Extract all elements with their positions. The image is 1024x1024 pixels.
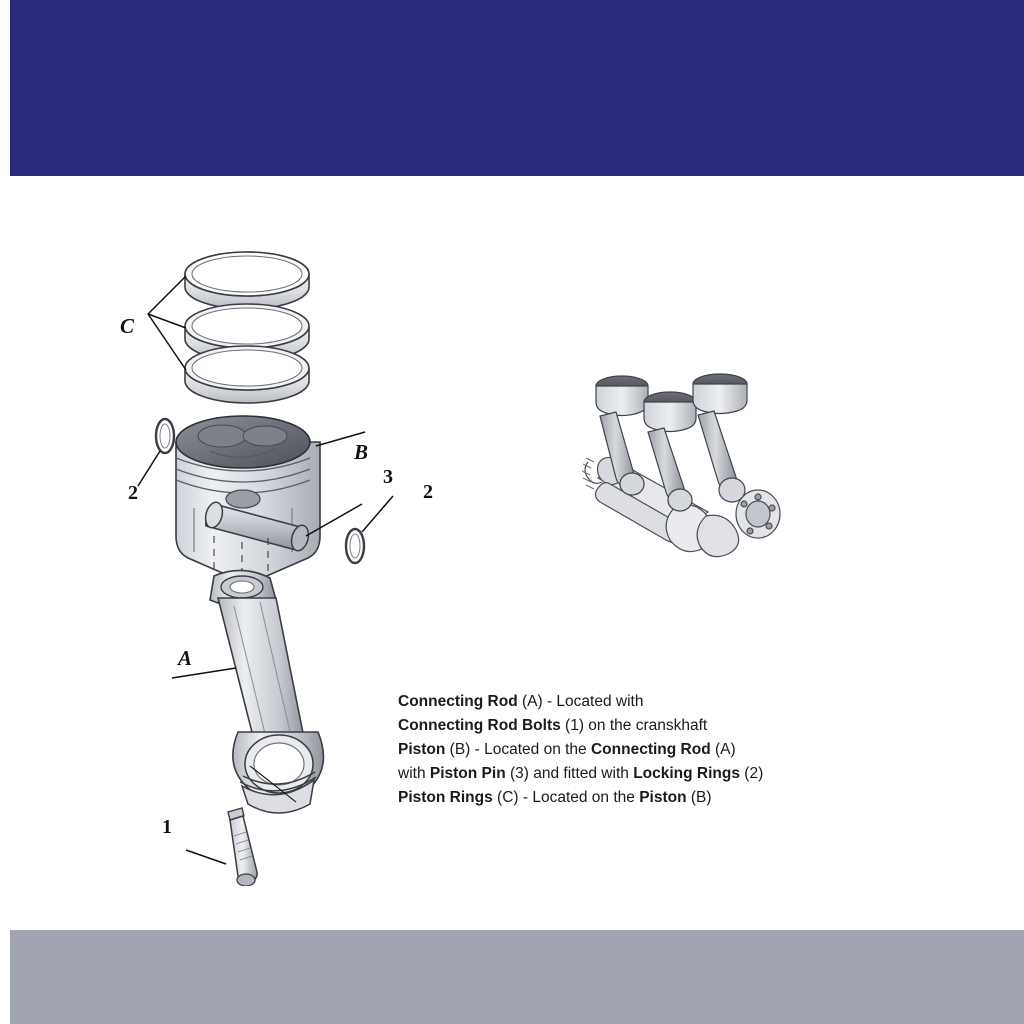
assembly-svg bbox=[580, 366, 810, 576]
caption-text-5b: (B) bbox=[686, 789, 712, 806]
caption-term-connecting-rod: Connecting Rod bbox=[398, 693, 518, 710]
caption-text-4a: with bbox=[398, 765, 430, 782]
caption-block bbox=[398, 690, 868, 810]
caption-term-locking-rings: Locking Rings bbox=[633, 765, 740, 782]
callout-line-2-left bbox=[138, 451, 160, 486]
diagram-canvas bbox=[0, 176, 1024, 930]
caption-term-connecting-rod-2: Connecting Rod bbox=[590, 741, 711, 758]
caption-term-piston-pin: Piston Pin bbox=[429, 765, 506, 782]
callout-lines-c bbox=[148, 276, 186, 370]
piston-rings-group bbox=[185, 252, 309, 403]
caption-text-3b: (A) bbox=[710, 741, 736, 758]
caption-line-3 bbox=[398, 738, 868, 762]
caption-line-4 bbox=[398, 762, 868, 786]
piston-ring-3 bbox=[185, 346, 309, 403]
locking-ring-left bbox=[156, 419, 174, 453]
caption-text-1: (A) - Located with bbox=[517, 693, 644, 710]
piston-group bbox=[176, 416, 320, 581]
caption-text-5a: (C) - Located on the bbox=[492, 789, 640, 806]
callout-label-3: 3 bbox=[383, 466, 393, 488]
caption-term-connecting-rod-bolts: Connecting Rod Bolts bbox=[398, 717, 561, 734]
piston-assembly-front bbox=[693, 374, 747, 502]
footer-band bbox=[10, 930, 1024, 1024]
connecting-rod-bolt bbox=[228, 808, 257, 886]
callout-line-1 bbox=[186, 850, 226, 864]
locking-ring-right bbox=[346, 529, 364, 563]
callout-label-c: C bbox=[120, 314, 135, 338]
callout-label-a: A bbox=[178, 646, 193, 670]
caption-text-3a: (B) - Located on the bbox=[445, 741, 591, 758]
callout-label-2-right: 2 bbox=[423, 481, 433, 503]
header-band bbox=[10, 0, 1024, 176]
assembled-engine-drawing bbox=[580, 366, 810, 576]
caption-term-piston: Piston bbox=[398, 741, 446, 758]
caption-text-2: (1) on the cranskhaft bbox=[560, 717, 708, 734]
connecting-rod bbox=[210, 570, 323, 813]
left-edge-strip bbox=[0, 0, 10, 1024]
callout-label-1: 1 bbox=[162, 816, 172, 838]
callout-line-2-right bbox=[362, 496, 393, 532]
caption-line-5 bbox=[398, 786, 868, 810]
caption-term-piston-rings: Piston Rings bbox=[398, 789, 493, 806]
caption-line-2 bbox=[398, 714, 868, 738]
callout-label-b: B bbox=[354, 440, 369, 464]
caption-text-4b: (3) and fitted with bbox=[505, 765, 634, 782]
piston-ring-1 bbox=[185, 252, 309, 309]
caption-term-piston-2: Piston bbox=[639, 789, 687, 806]
caption-line-1 bbox=[398, 690, 868, 714]
callout-label-2-left: 2 bbox=[128, 482, 138, 504]
caption-text-4c: (2) bbox=[739, 765, 764, 782]
